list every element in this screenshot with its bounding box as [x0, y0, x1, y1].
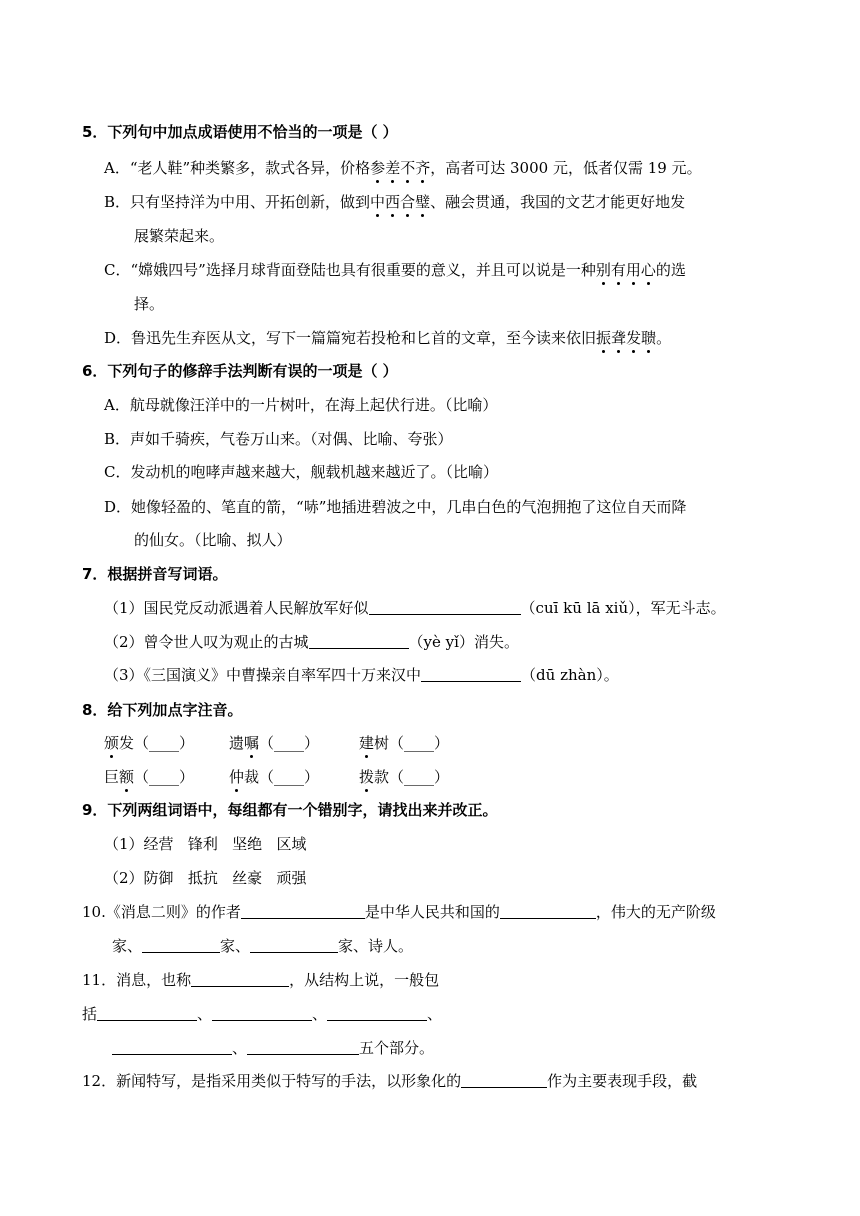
answer-blank[interactable]: [461, 1071, 547, 1088]
question-7-stem: 7．根据拼音写词语。: [82, 565, 228, 583]
dotted-char: 聋: [611, 329, 627, 347]
question-10-line-2: [112, 936, 413, 956]
dotted-char: 别: [595, 261, 611, 279]
question-6-option-d: D．她像轻盈的、笔直的箭，“哧”地插进碧波之中，几串白色的气泡拥抱了这位自天而降: [104, 498, 687, 516]
item-text: ，伟大的无产阶级: [595, 903, 716, 921]
separator: 、: [197, 1005, 213, 1023]
question-5-option-c: [104, 260, 686, 280]
pinyin-word: [229, 733, 319, 753]
question-5-option-b: [104, 192, 685, 212]
answer-blank[interactable]: [500, 902, 596, 919]
item-text: （2）曾令世人叹为观止的古城: [104, 633, 309, 651]
pinyin-blank[interactable]: （____）: [259, 734, 320, 752]
option-text: 。: [656, 329, 672, 347]
pinyin-word: [229, 767, 319, 787]
answer-blank[interactable]: [421, 665, 521, 682]
option-text: ，高者可达 3000 元，低者仅需 19 元。: [430, 159, 702, 177]
dotted-char: 不: [400, 159, 416, 177]
item-text: （dū zhàn）。: [521, 666, 619, 684]
dotted-char: 璧: [415, 193, 431, 211]
item-text: 作为主要表现手段，截: [547, 1072, 698, 1090]
dotted-char: 中: [370, 193, 386, 211]
answer-blank[interactable]: [241, 902, 365, 919]
answer-blank[interactable]: [112, 1038, 232, 1055]
pinyin-blank[interactable]: （____）: [134, 734, 195, 752]
question-10-line-1: [82, 902, 716, 922]
item-text: （3）《三国演义》中曹操亲自率军四十万来汉中: [104, 666, 422, 684]
item-text: （yè yǐ）消失。: [408, 633, 519, 651]
dotted-char: 西: [385, 193, 401, 211]
question-9-group-2: （2）防御 抵抗 丝豪 顽强: [104, 869, 307, 887]
question-5-option-a: [104, 158, 702, 178]
item-text: 家、诗人。: [338, 937, 414, 955]
pinyin-word: [359, 733, 449, 753]
pinyin-word: [104, 767, 194, 787]
question-9-stem: 9．下列两组词语中，每组都有一个错别字，请找出来并改正。: [82, 801, 498, 819]
word-char: 发: [119, 734, 135, 752]
item-text: 括: [82, 1005, 98, 1023]
question-6-option-c: C．发动机的咆哮声越来越大，舰载机越来越近了。（比喻）: [104, 463, 498, 481]
question-5-option-b-cont: 展繁荣起来。: [134, 227, 225, 245]
dotted-char: 齐: [415, 159, 431, 177]
dotted-char: 心: [640, 261, 656, 279]
answer-blank[interactable]: [142, 936, 220, 953]
item-text: （cuī kū lā xiǔ），军无斗志。: [520, 599, 726, 617]
dotted-char: 仲: [229, 768, 245, 786]
question-7-item-1: [104, 598, 726, 618]
item-text: ，从结构上说，一般包: [289, 971, 440, 989]
word-char: 巨: [104, 768, 120, 786]
item-text: 12．新闻特写，是指采用类似于特写的手法，以形象化的: [82, 1072, 462, 1090]
dotted-char: 聩: [641, 329, 657, 347]
question-5-option-c-cont: 择。: [134, 295, 165, 313]
question-6-stem: 6．下列句子的修辞手法判断有误的一项是（ ）: [82, 362, 398, 380]
word-char: 树: [374, 734, 390, 752]
dotted-char: 拨: [359, 768, 375, 786]
item-text: 家、: [112, 937, 143, 955]
question-6-option-b: B．声如千骑疾，气卷万山来。（对偶、比喻、夸张）: [104, 430, 453, 448]
dotted-char: 额: [119, 768, 135, 786]
question-9-group-1: （1）经营 锋利 坚绝 区域: [104, 835, 307, 853]
answer-blank[interactable]: [250, 936, 338, 953]
option-text: C．“嫦娥四号”选择月球背面登陆也具有很重要的意义，并且可以说是一种: [104, 261, 596, 279]
answer-blank[interactable]: [327, 1004, 427, 1021]
dotted-char: 嘱: [244, 734, 260, 752]
question-7-item-2: [104, 632, 519, 652]
pinyin-blank[interactable]: （____）: [134, 768, 195, 786]
dotted-char: 建: [359, 734, 375, 752]
answer-blank[interactable]: [369, 598, 521, 615]
word-char: 款: [374, 768, 390, 786]
dotted-char: 合: [400, 193, 416, 211]
item-text: 11．消息，也称: [82, 971, 192, 989]
dotted-char: 振: [596, 329, 612, 347]
item-text: 10.《消息二则》的作者: [82, 903, 241, 921]
question-11-line-1: [82, 970, 439, 990]
question-12-line-1: [82, 1071, 697, 1091]
item-text: 家、: [220, 937, 251, 955]
question-8-stem: 8．给下列加点字注音。: [82, 701, 243, 719]
question-11-line-2: [82, 1004, 442, 1024]
pinyin-blank[interactable]: （____）: [259, 768, 320, 786]
question-6-option-a: A．航母就像汪洋中的一片树叶，在海上起伏行进。（比喻）: [104, 396, 498, 414]
option-text: B．只有坚持洋为中用、开拓创新，做到: [104, 193, 371, 211]
separator: 、: [232, 1039, 248, 1057]
question-5-stem: 5．下列句中加点成语使用不恰当的一项是（ ）: [82, 123, 398, 141]
item-text: 是中华人民共和国的: [364, 903, 500, 921]
word-char: 遗: [229, 734, 245, 752]
option-text: D．鲁迅先生弃医从文，写下一篇篇宛若投枪和匕首的文章，至今读来依旧: [104, 329, 597, 347]
question-7-item-3: [104, 665, 619, 685]
question-6-option-d-cont: 的仙女。（比喻、拟人）: [134, 531, 292, 549]
pinyin-word: [359, 767, 449, 787]
option-text: 、融会贯通，我国的文艺才能更好地发: [430, 193, 686, 211]
pinyin-word: [104, 733, 194, 753]
pinyin-blank[interactable]: （____）: [389, 734, 450, 752]
dotted-char: 用: [625, 261, 641, 279]
dotted-char: 参: [370, 159, 386, 177]
question-5-option-d: [104, 328, 671, 348]
option-text: 的选: [655, 261, 686, 279]
dotted-char: 差: [385, 159, 401, 177]
separator: 、: [312, 1005, 328, 1023]
dotted-char: 有: [610, 261, 626, 279]
option-text: A．“老人鞋”种类繁多，款式各异，价格: [104, 159, 371, 177]
dotted-char: 颁: [104, 734, 120, 752]
dotted-char: 发: [626, 329, 642, 347]
answer-blank[interactable]: [97, 1004, 197, 1021]
answer-blank[interactable]: [191, 970, 289, 987]
separator: 、: [427, 1005, 443, 1023]
answer-blank[interactable]: [212, 1004, 312, 1021]
answer-blank[interactable]: [247, 1038, 359, 1055]
question-11-line-3: [112, 1038, 434, 1058]
answer-blank[interactable]: [309, 632, 409, 649]
item-text: 五个部分。: [359, 1039, 435, 1057]
word-char: 裁: [244, 768, 260, 786]
pinyin-blank[interactable]: （____）: [389, 768, 450, 786]
item-text: （1）国民党反动派遇着人民解放军好似: [104, 599, 369, 617]
